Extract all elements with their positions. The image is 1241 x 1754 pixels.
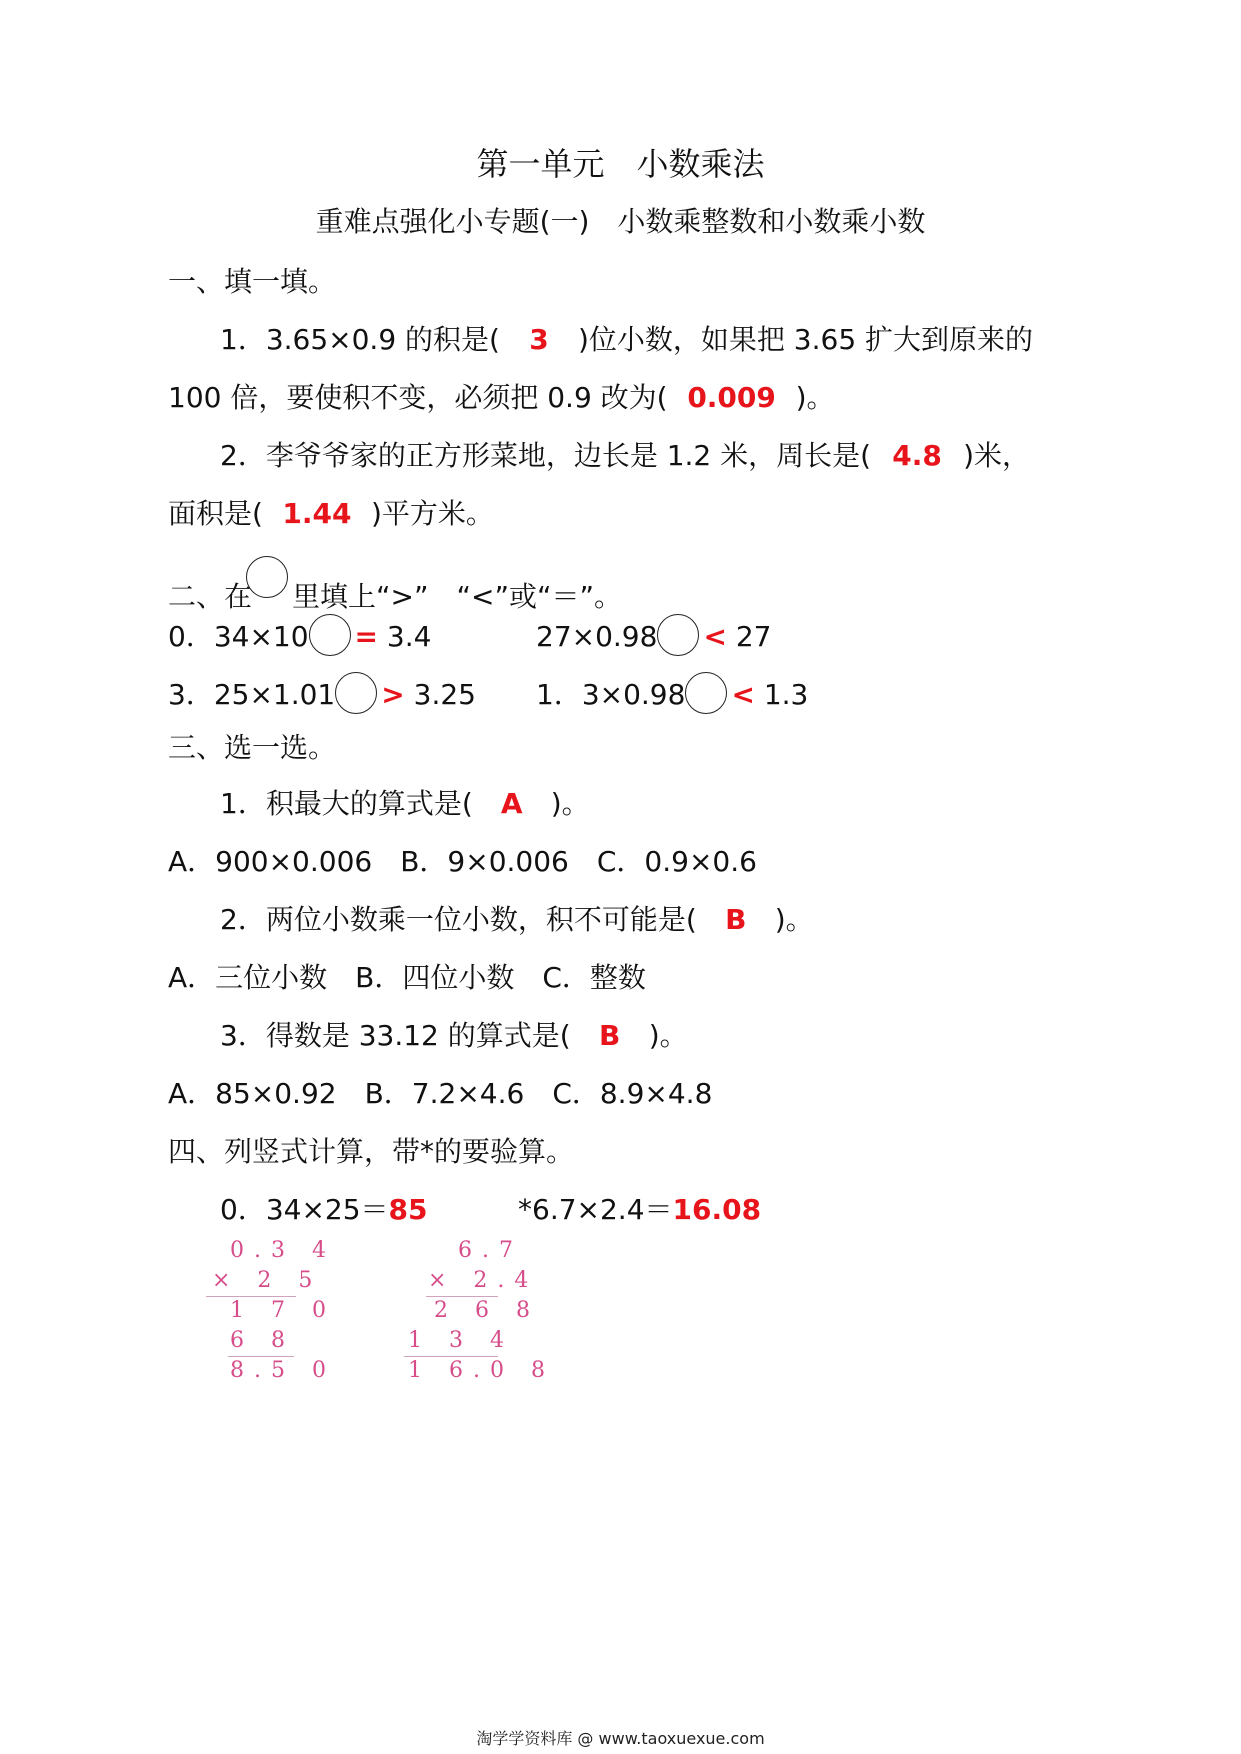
- work-line: × 2.4: [428, 1268, 539, 1293]
- question-3-3-options: A．85×0.92 B．7.2×4.6 C．8.9×4.8: [168, 1077, 713, 1110]
- answer: 3: [529, 323, 549, 356]
- compare-right: 1.3: [763, 678, 809, 711]
- compare-left: 3．25×1.01: [168, 678, 336, 711]
- work-line: 2 6 8: [434, 1298, 540, 1323]
- compare-answer: >: [381, 678, 405, 711]
- question-text: 面积是(: [168, 497, 263, 530]
- page-title: 第一单元 小数乘法: [476, 145, 765, 183]
- footer-watermark: 淘学学资料库 @ www.taoxuexue.com: [476, 1729, 765, 1748]
- circle-placeholder-icon: [246, 556, 288, 598]
- work-line: 1 6.0 8: [408, 1358, 555, 1383]
- question-text: )平方米。: [370, 497, 494, 530]
- heading-text: 二、在: [168, 580, 253, 613]
- compare-left: 1．3×0.98: [536, 678, 686, 711]
- question-text: 3．得数是 33.12 的算式是(: [220, 1019, 571, 1052]
- section-3-heading: 三、选一选。: [168, 731, 337, 764]
- compare-item-3: [168, 672, 476, 714]
- calc-expression: *6.7×2.4＝: [518, 1193, 673, 1226]
- work-line: 6.7: [458, 1238, 523, 1263]
- work-line: 8.5 0: [230, 1358, 336, 1383]
- compare-answer: =: [354, 620, 379, 653]
- work-line: × 2 5: [212, 1268, 323, 1293]
- section-1-heading: 一、填一填。: [168, 265, 337, 298]
- question-text: )。: [774, 903, 814, 936]
- compare-right: 3.4: [386, 620, 432, 653]
- work-line: 1 7 0: [230, 1298, 336, 1323]
- compare-answer: <: [731, 678, 755, 711]
- answer: 1.44: [282, 497, 352, 530]
- answer: 0.009: [687, 381, 776, 414]
- question-text: 2．李爷爷家的正方形菜地，边长是 1.2 米，周长是(: [220, 439, 872, 472]
- compare-item-2: [536, 614, 771, 656]
- calc-answer: 85: [388, 1193, 428, 1226]
- question-text: 2．两位小数乘一位小数，积不可能是(: [220, 903, 697, 936]
- question-text: 100 倍，要使积不变，必须把 0.9 改为(: [168, 381, 668, 414]
- calc-expression: 0．34×25＝: [220, 1193, 389, 1226]
- question-1-2-line-2: [168, 496, 494, 532]
- question-text: )。: [550, 787, 590, 820]
- work-divider: [228, 1356, 294, 1357]
- compare-circle-icon: [309, 614, 351, 656]
- work-divider: [426, 1296, 498, 1297]
- work-line: 0.3 4: [230, 1238, 336, 1263]
- compare-answer: <: [703, 620, 727, 653]
- heading-text: 里填上“>” “<”或“＝”。: [292, 580, 622, 613]
- question-text: )米，: [963, 439, 1031, 472]
- question-text: )。: [648, 1019, 688, 1052]
- question-3-2: [220, 902, 814, 938]
- calc-problem-2: [518, 1192, 761, 1228]
- answer: 4.8: [892, 439, 942, 472]
- calc-answer: 16.08: [672, 1193, 762, 1226]
- question-text: 1．积最大的算式是(: [220, 787, 473, 820]
- work-divider: [404, 1356, 498, 1357]
- question-3-2-options: A．三位小数 B．四位小数 C．整数: [168, 961, 646, 994]
- compare-left: 0．34×10: [168, 620, 309, 653]
- question-text: 1．3.65×0.9 的积是(: [220, 323, 500, 356]
- question-1-1-line-1: [220, 322, 1033, 358]
- question-3-1-options: A．900×0.006 B．9×0.006 C．0.9×0.6: [168, 845, 757, 878]
- question-3-3: [220, 1018, 688, 1054]
- compare-circle-icon: [657, 614, 699, 656]
- question-1-1-line-2: [168, 380, 835, 416]
- compare-circle-icon: [335, 672, 377, 714]
- compare-right: 3.25: [413, 678, 476, 711]
- work-line: 1 3 4: [408, 1328, 514, 1353]
- work-divider: [206, 1296, 296, 1297]
- answer: B: [725, 903, 747, 936]
- work-line: 6 8: [230, 1328, 295, 1353]
- question-3-1: [220, 786, 590, 822]
- question-1-2-line-1: [220, 438, 1030, 474]
- compare-item-4: [536, 672, 808, 714]
- question-text: )位小数，如果把 3.65 扩大到原来的: [577, 323, 1034, 356]
- answer: B: [599, 1019, 621, 1052]
- calc-problem-1: [220, 1192, 428, 1228]
- page-subtitle: 重难点强化小专题(一) 小数乘整数和小数乘小数: [315, 205, 926, 238]
- compare-left: 27×0.98: [536, 620, 658, 653]
- section-2-heading: [168, 556, 622, 615]
- question-text: )。: [795, 381, 835, 414]
- compare-circle-icon: [685, 672, 727, 714]
- compare-right: 27: [735, 620, 772, 653]
- section-4-heading: 四、列竖式计算，带*的要验算。: [168, 1135, 575, 1168]
- compare-item-1: [168, 614, 431, 656]
- answer: A: [500, 787, 523, 820]
